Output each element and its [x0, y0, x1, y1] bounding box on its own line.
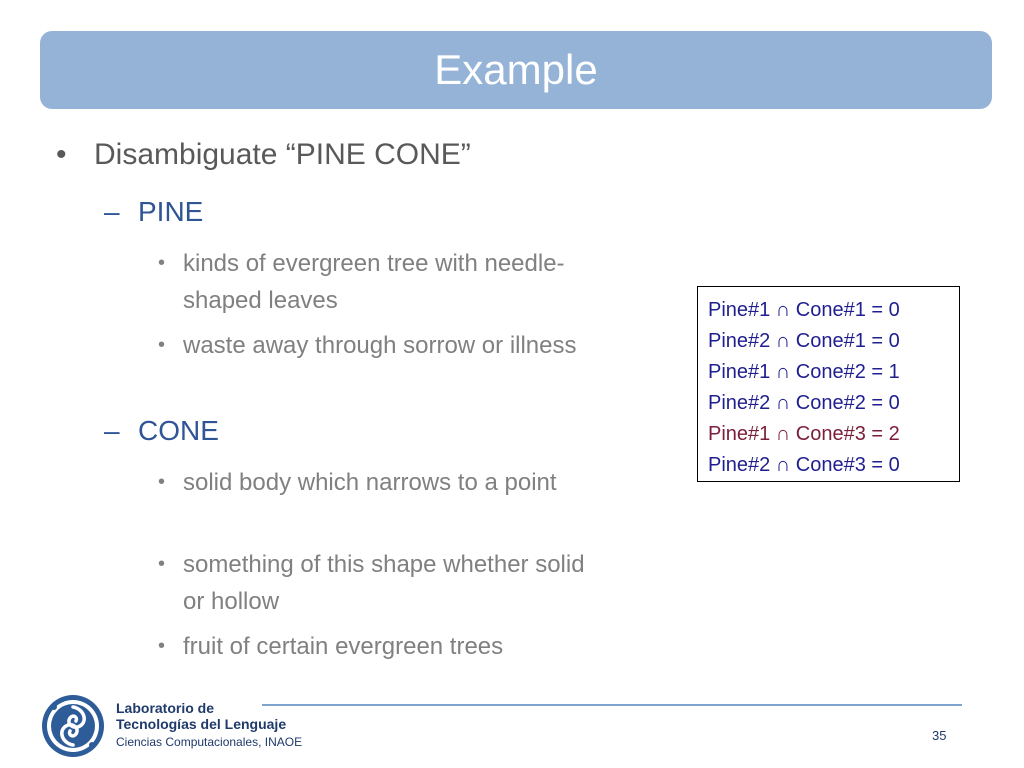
overlap-row: Pine#2 ∩ Cone#1 = 0: [708, 330, 900, 352]
bullet-marker: •: [158, 635, 166, 657]
main-bullet-text: Disambiguate “PINE CONE”: [94, 138, 471, 171]
overlap-row: Pine#2 ∩ Cone#3 = 0: [708, 454, 900, 476]
footer-divider: [262, 704, 962, 706]
overlap-box: [697, 286, 960, 482]
sense-text: kinds of evergreen tree with needle-shaped leaves: [183, 250, 565, 314]
lab-affiliation: Ciencias Computacionales, INAOE: [116, 735, 303, 749]
dash-marker: –: [104, 196, 120, 227]
bullet-marker: •: [56, 138, 67, 171]
overlap-row: Pine#1 ∩ Cone#1 = 0: [708, 299, 900, 321]
bullet-marker: •: [158, 553, 166, 575]
overlap-row-highlight: Pine#1 ∩ Cone#3 = 2: [708, 423, 900, 445]
bullet-marker: •: [158, 334, 166, 356]
sense-text: fruit of certain evergreen trees: [183, 633, 504, 660]
title-bar: [40, 31, 992, 109]
sense-text: solid body which narrows to a point: [183, 469, 557, 496]
section-heading-text: PINE: [138, 196, 204, 227]
slide-title: Example: [434, 46, 598, 93]
bullet-marker: •: [158, 252, 166, 274]
sense-text: something of this shape whether solid or hollow: [183, 551, 585, 615]
sense-text: waste away through sorrow or illness: [183, 332, 577, 359]
overlap-row: Pine#2 ∩ Cone#2 = 0: [708, 392, 900, 414]
overlap-row: Pine#1 ∩ Cone#2 = 1: [708, 361, 900, 383]
lab-name-line2: Tecnologías del Lenguaje: [116, 716, 287, 732]
lab-name-line1: Laboratorio de: [116, 700, 215, 716]
section-heading-text: CONE: [138, 415, 219, 446]
page-number: 35: [932, 728, 947, 743]
dash-marker: –: [104, 415, 120, 446]
bullet-marker: •: [158, 471, 166, 493]
inaoe-swirl-logo-icon: [40, 693, 106, 759]
